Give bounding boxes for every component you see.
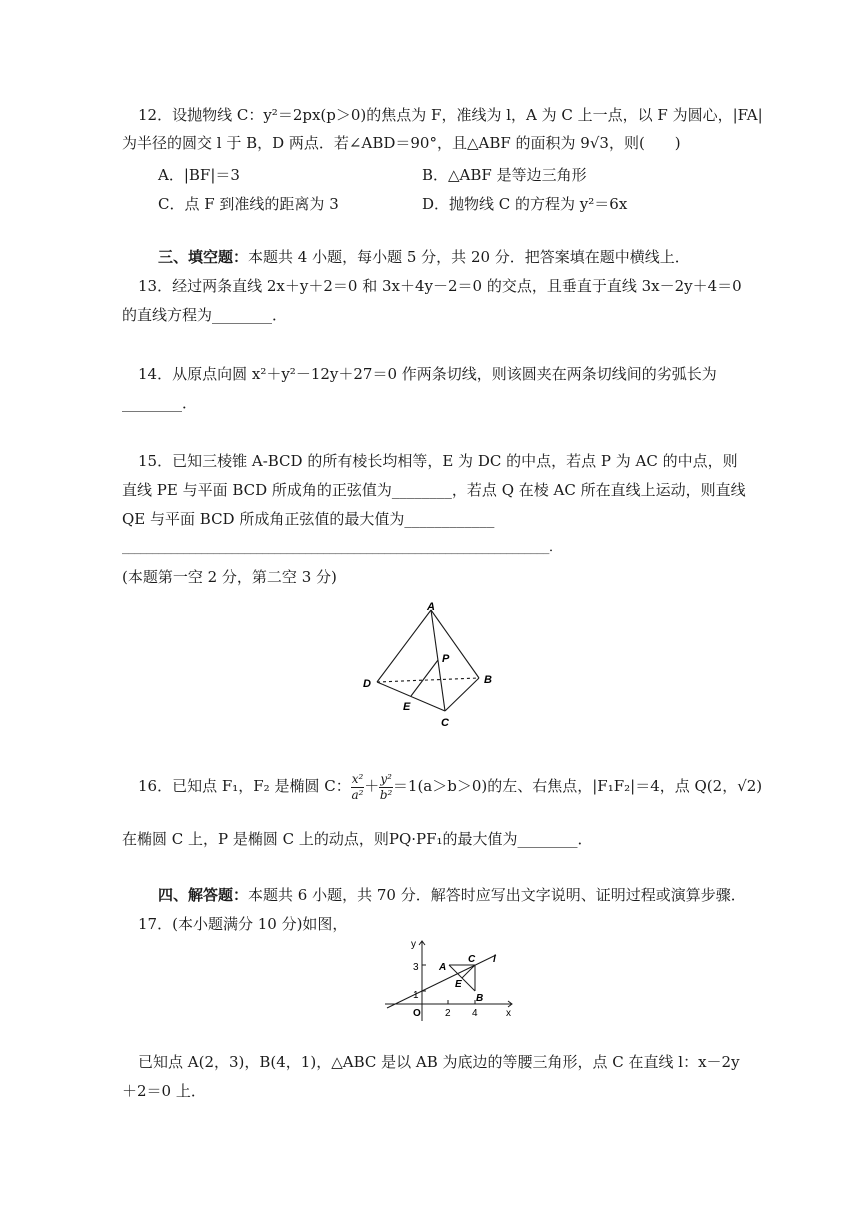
label-d: D	[363, 678, 371, 690]
segment-ec	[462, 965, 475, 978]
section3-heading	[158, 247, 690, 267]
q12-option-b: B．△ABF 是等边三角形	[422, 166, 587, 184]
q17-body-line1: 已知点 A(2，3)，B(4，1)，△ABC 是以 AB 为底边的等腰三角形，点 C 在直线 l：x－2y	[138, 1053, 740, 1071]
label-a: A	[427, 601, 435, 613]
label-l: l	[493, 954, 496, 965]
fraction1-denominator: a²	[351, 787, 364, 802]
edge-ad	[377, 610, 431, 682]
tetrahedron-figure	[355, 598, 505, 733]
label-p: P	[442, 653, 450, 665]
fraction-x-over-a	[351, 772, 365, 803]
q16-plus: ＋	[364, 777, 380, 795]
segment-pe	[411, 660, 438, 696]
label-a: A	[439, 962, 447, 973]
section4-title: 四、解答题：	[158, 886, 249, 904]
q12-option-a: A．|BF|＝3	[158, 166, 240, 184]
label-c: C	[468, 954, 476, 965]
q17-line1: 17．(本小题满分 10 分)如图，	[138, 915, 348, 933]
q12-line1: 12．设抛物线 C：y²＝2px(p＞0)的焦点为 F，准线为 l，A 为 C 上一点，以 F 为圆心，|FA|	[138, 106, 763, 124]
q14-line1: 14．从原点向圆 x²＋y²－12y＋27＝0 作两条切线，则该圆夹在两条切线间的劣弧长为	[138, 365, 717, 383]
origin-label: O	[413, 1008, 421, 1019]
q12-option-c: C．点 F 到准线的距离为 3	[158, 195, 339, 213]
label-b: B	[484, 674, 492, 686]
coordinate-figure	[380, 935, 520, 1025]
section4-text: 本题共 6 小题，共 70 分．解答时应写出文字说明、证明过程或演算步骤．	[248, 886, 746, 904]
section4-heading	[158, 885, 746, 905]
q16-post: ＝1(a＞b＞0)的左、右焦点，|F₁F₂|＝4，点 Q(2，√2)	[392, 777, 763, 795]
edge-dc	[377, 682, 445, 711]
fraction2-numerator: y²	[380, 771, 392, 786]
edge-db-hidden	[377, 678, 479, 682]
q13-line1: 13．经过两条直线 2x＋y＋2＝0 和 3x＋4y－2＝0 的交点，且垂直于直线 3x－2y＋4＝0	[138, 277, 742, 295]
q15-line4: ______________________________________________________________________．	[122, 540, 562, 555]
label-e: E	[455, 979, 462, 990]
axis-label-y: y	[411, 939, 416, 950]
label-e: E	[403, 701, 411, 713]
section3-title: 三、填空题：	[158, 248, 249, 266]
axis-label-x: x	[506, 1008, 511, 1019]
fraction2-denominator: b²	[379, 787, 393, 802]
q14-line2: ________．	[122, 394, 198, 412]
q13-line2: 的直线方程为________．	[122, 306, 288, 324]
tick-label-4: 4	[472, 1008, 478, 1019]
fraction-y-over-b	[379, 772, 393, 803]
edge-cb	[445, 678, 479, 711]
label-b: B	[476, 993, 484, 1004]
label-c: C	[441, 717, 449, 729]
q15-line2: 直线 PE 与平面 BCD 所成角的正弦值为________，若点 Q 在棱 AC 所在直线上运动，则直线	[122, 481, 746, 499]
tick-label-1: 1	[413, 990, 419, 1001]
q12-line2: 为半径的圆交 l 于 B，D 两点．若∠ABD＝90°，且△ABF 的面积为 9√3，则( )	[122, 134, 681, 152]
fraction1-numerator: x²	[351, 771, 364, 786]
q16-line2: 在椭圆 C 上，P 是椭圆 C 上的动点，则PQ·PF₁的最大值为________．	[122, 830, 593, 848]
q15-line1: 15．已知三棱锥 A-BCD 的所有棱长均相等，E 为 DC 的中点，若点 P 为 AC 的中点，则	[138, 452, 738, 470]
q15-note: (本题第一空 2 分，第二空 3 分)	[122, 568, 337, 586]
section3-text: 本题共 4 小题，每小题 5 分，共 20 分．把答案填在题中横线上．	[248, 248, 690, 266]
q17-body-line2: ＋2＝0 上．	[122, 1082, 206, 1100]
tick-label-2: 2	[445, 1008, 451, 1019]
tick-label-3: 3	[413, 962, 419, 973]
edge-ab	[431, 610, 479, 678]
q16-pre: 16．已知点 F₁，F₂ 是椭圆 C：	[138, 777, 351, 795]
q15-line3: QE 与平面 BCD 所成角正弦值的最大值为____________	[122, 510, 495, 528]
q12-option-d: D．抛物线 C 的方程为 y²＝6x	[422, 195, 628, 213]
q16-line1	[138, 764, 762, 808]
